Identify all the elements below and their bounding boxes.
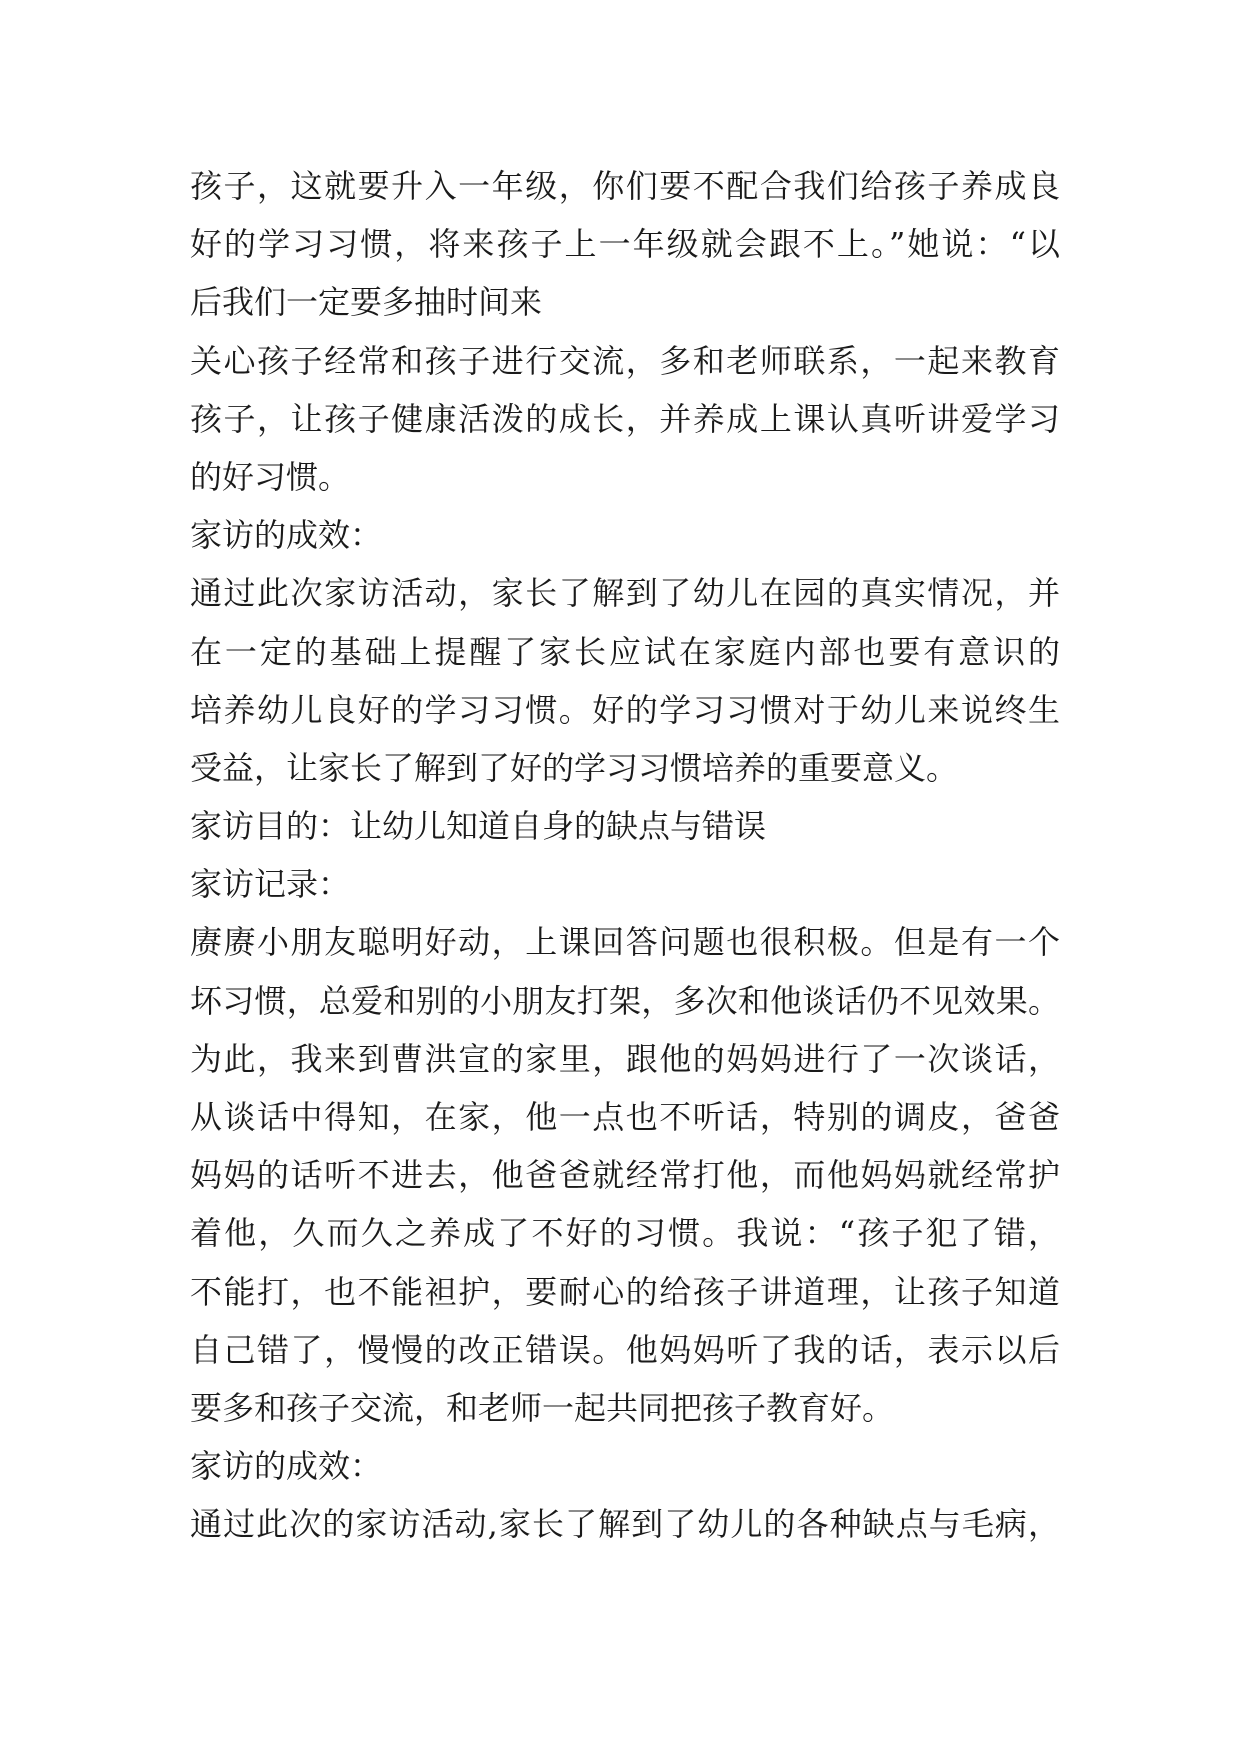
- text-line: 孩子，这就要升入一年级，你们要不配合我们给孩子养成良: [190, 167, 1060, 205]
- text-line: 受益，让家长了解到了好的学习习惯培养的重要意义。: [190, 748, 959, 787]
- body-text: [190, 157, 1060, 1554]
- text-line: 自己错了，慢慢的改正错误。他妈妈听了我的话，表示以后: [190, 1330, 1060, 1369]
- text-line: 通过此次家访活动，家长了解到了幼儿在园的真实情况，并: [190, 574, 1060, 613]
- section-heading: 家访的成效：: [190, 516, 383, 555]
- section-heading: 家访的成效：: [190, 1447, 383, 1486]
- text-line: 的好习惯。: [190, 457, 351, 496]
- text-line: 好的学习习惯，将来孩子上一年级就会跟不上。”她说：“以: [190, 225, 1060, 264]
- text-line: 从谈话中得知，在家，他一点也不听话，特别的调皮，爸爸: [190, 1098, 1060, 1136]
- text-line: 赓赓小朋友聪明好动，上课回答问题也很积极。但是有一个: [190, 923, 1060, 962]
- text-line: 妈妈的话听不进去，他爸爸就经常打他，而他妈妈就经常护: [190, 1156, 1060, 1195]
- text-line: 孩子，让孩子健康活泼的成长，并养成上课认真听讲爱学习: [190, 399, 1060, 438]
- text-line: 为此，我来到曹洪宣的家里，跟他的妈妈进行了一次谈话，: [190, 1039, 1060, 1078]
- text-line: 不能打，也不能袒护，要耐心的给孩子讲道理，让孩子知道: [190, 1272, 1060, 1311]
- text-line: 坏习惯，总爱和别的小朋友打架，多次和他谈话仍不见效果。: [190, 981, 1060, 1020]
- text-line: 在一定的基础上提醒了家长应试在家庭内部也要有意识的: [190, 632, 1060, 671]
- text-line: 要多和孩子交流，和老师一起共同把孩子教育好。: [190, 1388, 895, 1427]
- section-heading: 家访记录：: [190, 865, 351, 904]
- section-heading: 家访目的：让幼儿知道自身的缺点与错误: [190, 807, 767, 846]
- text-line: 后我们一定要多抽时间来: [190, 283, 543, 322]
- text-line: 培养幼儿良好的学习习惯。好的学习习惯对于幼儿来说终生: [190, 690, 1060, 729]
- text-line: 通过此次的家访活动,家长了解到了幼儿的各种缺点与毛病，: [190, 1505, 1060, 1544]
- text-line: 关心孩子经常和孩子进行交流，多和老师联系，一起来教育: [190, 341, 1060, 380]
- text-line: 着他，久而久之养成了不好的习惯。我说：“孩子犯了错，: [190, 1214, 1060, 1253]
